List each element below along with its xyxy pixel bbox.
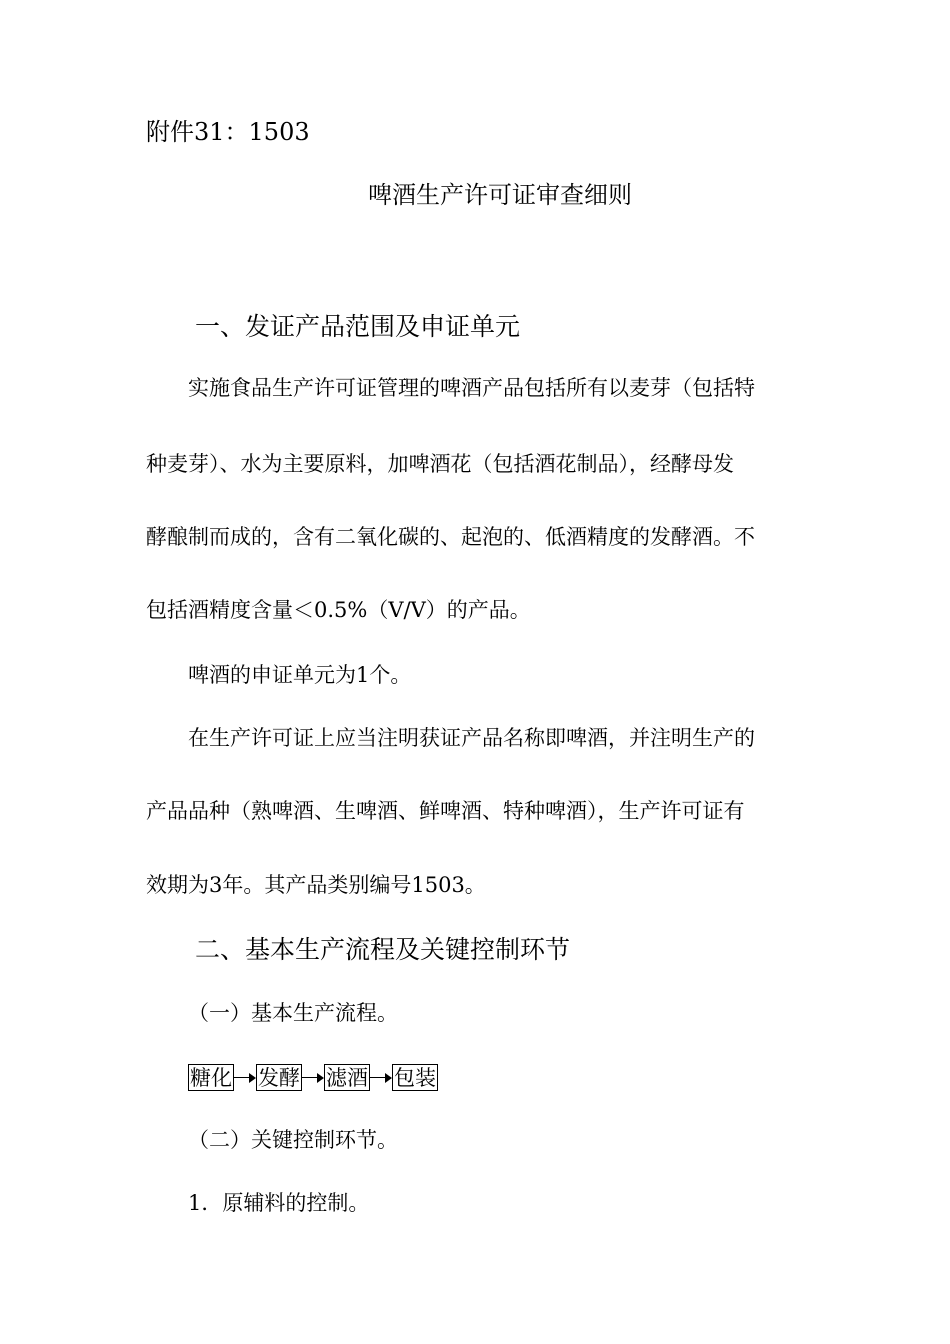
arrow-right-icon	[234, 1071, 256, 1085]
flow-step-box: 发酵	[258, 1066, 300, 1090]
flow-step-box: 糖化	[190, 1066, 232, 1090]
paragraph-line: 啤酒的申证单元为1个。	[188, 663, 412, 687]
paragraph-line: 包括酒精度含量＜0.5%（V/V）的产品。	[146, 598, 531, 622]
arrow-right-icon	[370, 1071, 392, 1085]
attachment-label: 附件31：1503	[146, 118, 310, 146]
paragraph-line: 产品品种（熟啤酒、生啤酒、鲜啤酒、特种啤酒），生产许可证有	[146, 799, 745, 823]
document-title: 啤酒生产许可证审查细则	[368, 181, 632, 209]
subsection-heading: （二）关键控制环节。	[188, 1128, 398, 1152]
paragraph-line: 效期为3年。其产品类别编号1503。	[146, 873, 486, 897]
section-1-heading: 一、发证产品范围及申证单元	[195, 312, 521, 341]
paragraph-line: 酵酿制而成的，含有二氧化碳的、起泡的、低酒精度的发酵酒。不	[146, 525, 755, 549]
paragraph-line: 种麦芽）、水为主要原料，加啤酒花（包括酒花制品），经酵母发	[146, 452, 734, 476]
section-2-heading: 二、基本生产流程及关键控制环节	[195, 935, 571, 964]
process-flow	[188, 1064, 438, 1091]
list-item: 1．原辅料的控制。	[188, 1191, 370, 1215]
flow-step-box: 包装	[394, 1066, 436, 1090]
flow-step-box: 滤酒	[326, 1066, 368, 1090]
arrow-right-icon	[302, 1071, 324, 1085]
subsection-heading: （一）基本生产流程。	[188, 1001, 398, 1025]
paragraph-line: 实施食品生产许可证管理的啤酒产品包括所有以麦芽（包括特	[188, 376, 755, 400]
paragraph-line: 在生产许可证上应当注明获证产品名称即啤酒，并注明生产的	[188, 726, 755, 750]
